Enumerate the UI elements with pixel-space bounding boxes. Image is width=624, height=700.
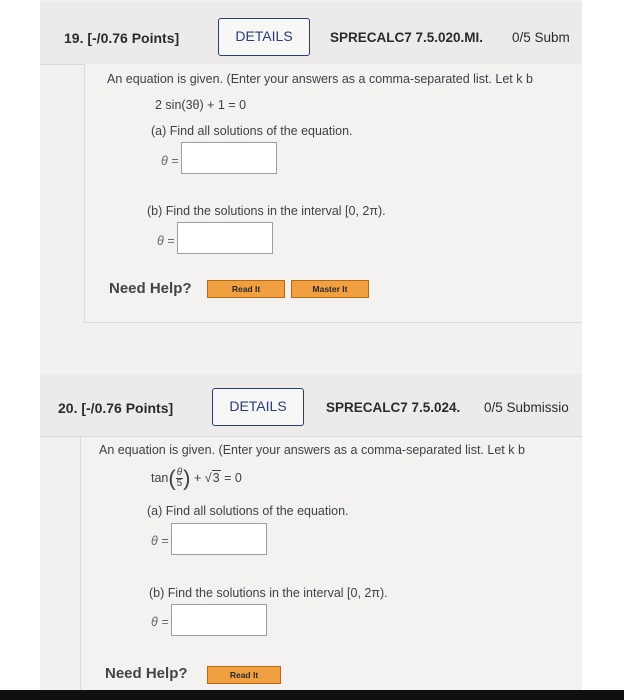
- q19-answer-a-input[interactable]: [181, 142, 277, 174]
- q20-part-b: (b) Find the solutions in the interval [0, 2π).: [149, 586, 388, 600]
- q20-eq-tan: tan: [151, 471, 169, 485]
- q19-part-b: (b) Find the solutions in the interval [0, 2π).: [147, 204, 386, 218]
- q20-body: [80, 437, 582, 690]
- q20-eq-sqrt: √: [204, 471, 212, 485]
- q19-answer-b-input[interactable]: [177, 222, 273, 254]
- q20-instruction: An equation is given. (Enter your answers as a comma-separated list. Let k b: [99, 443, 525, 457]
- q20-eq-plus: +: [193, 471, 202, 485]
- q19-header: [40, 2, 582, 65]
- q20-eq-denominator: 5: [176, 478, 183, 490]
- q20-details-button[interactable]: DETAILS: [212, 388, 304, 426]
- q20-equation: [151, 461, 242, 495]
- q20-eq-right-paren: ): [183, 465, 191, 491]
- q19-problem-code: SPRECALC7 7.5.020.MI.: [330, 30, 484, 45]
- q19-theta-a-label: θ =: [161, 154, 179, 168]
- q19-need-help: Need Help?: [109, 280, 192, 297]
- q20-theta-a-label: θ =: [151, 534, 169, 548]
- q19-body: [84, 64, 582, 323]
- q19-part-a: (a) Find all solutions of the equation.: [151, 124, 353, 138]
- q19-submissions: 0/5 Subm: [512, 30, 570, 45]
- q19-theta-b-label: θ =: [157, 234, 175, 248]
- q20-eq-left-paren: (: [168, 465, 176, 491]
- q20-points: 20. [-/0.76 Points]: [58, 400, 174, 416]
- q20-part-a: (a) Find all solutions of the equation.: [147, 504, 349, 518]
- q20-read-it-button[interactable]: Read It: [207, 666, 281, 684]
- q19-read-it-button[interactable]: Read It: [207, 280, 285, 298]
- q20-answer-b-input[interactable]: [171, 604, 267, 636]
- q20-problem-code: SPRECALC7 7.5.024.: [326, 400, 461, 415]
- photo-frame: [40, 0, 582, 700]
- q20-eq-numerator: θ: [176, 467, 183, 479]
- q20-need-help: Need Help?: [105, 665, 188, 682]
- q19-equation: 2 sin(3θ) + 1 = 0: [155, 98, 247, 112]
- q20-eq-end: = 0: [224, 471, 242, 485]
- q20-eq-radicand: 3: [212, 471, 220, 485]
- q20-header: [40, 374, 582, 437]
- q20-theta-b-label: θ =: [151, 615, 169, 629]
- bottom-dark-edge: [0, 690, 624, 700]
- q19-points: 19. [-/0.76 Points]: [64, 30, 180, 46]
- q19-master-it-button[interactable]: Master It: [291, 280, 369, 298]
- q20-answer-a-input[interactable]: [171, 523, 267, 555]
- q19-instruction: An equation is given. (Enter your answers as a comma-separated list. Let k b: [107, 72, 533, 86]
- q20-submissions: 0/5 Submissio: [484, 400, 569, 415]
- q19-details-button[interactable]: DETAILS: [218, 18, 310, 56]
